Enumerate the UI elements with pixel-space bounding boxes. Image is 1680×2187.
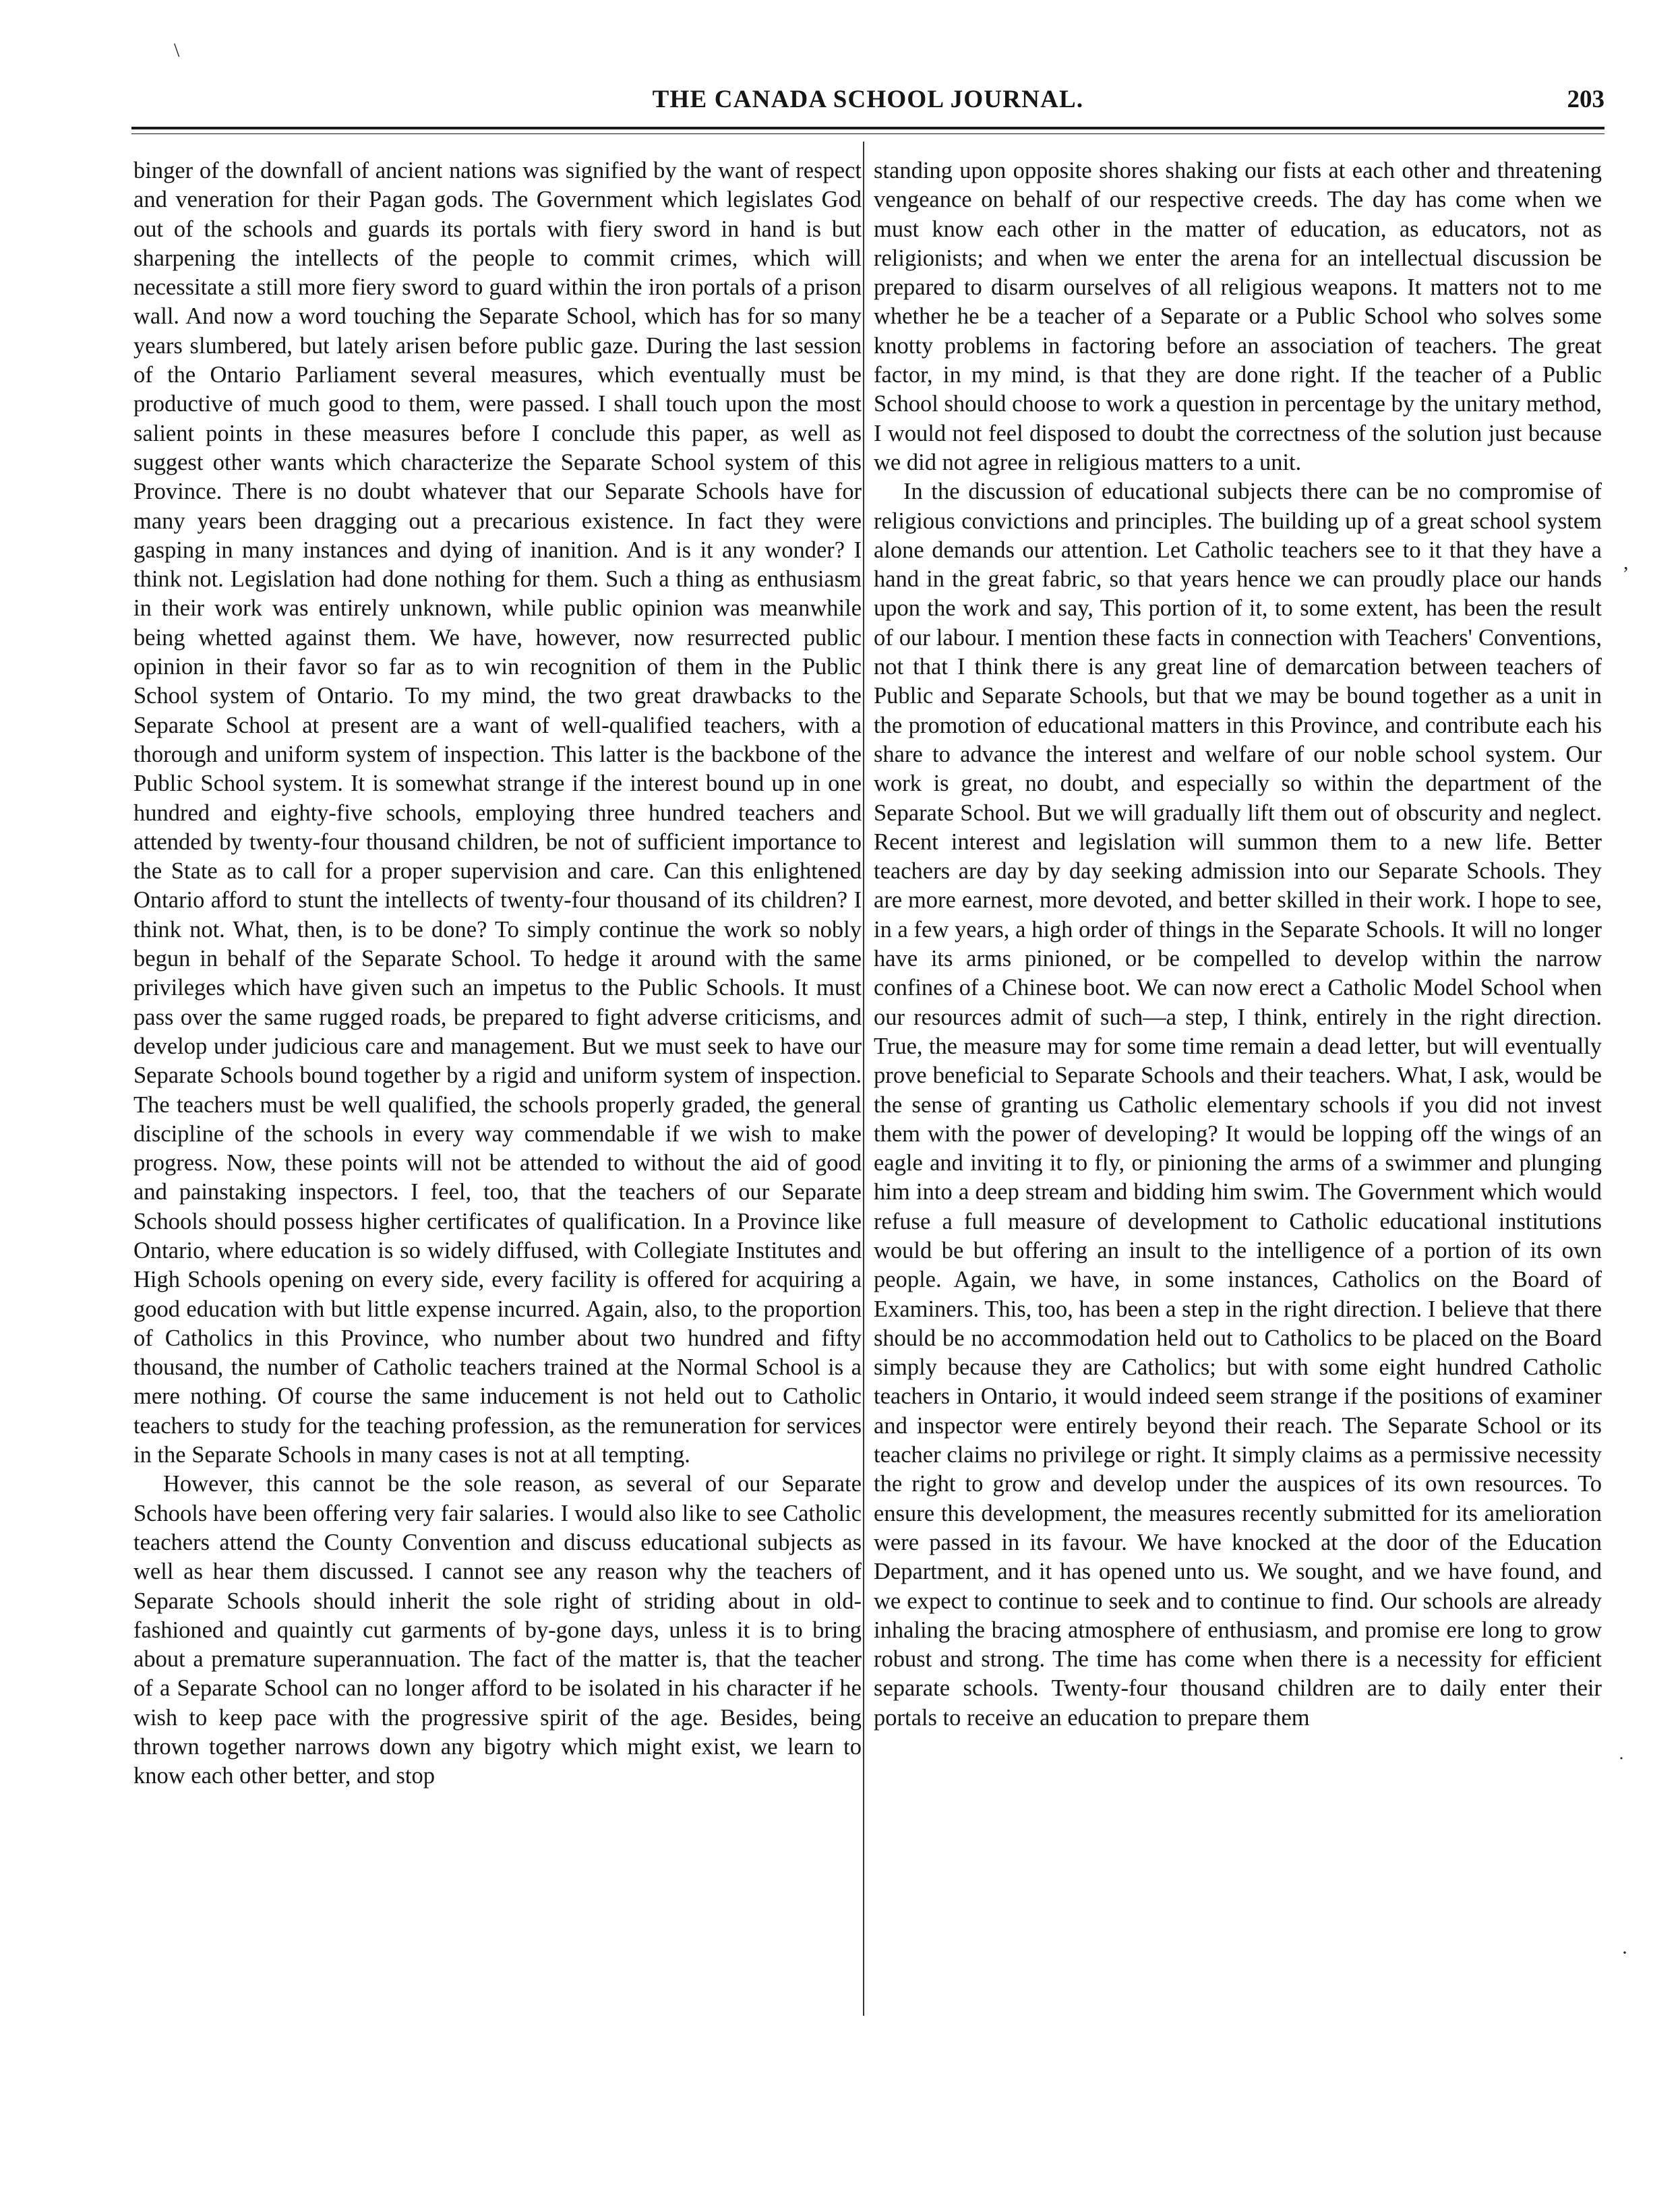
right-paragraph-1: standing upon opposite shores shaking our fists at each other and threatening vengeance on behalf of our respective creeds. The day has come when we must know each other in the matter of education, as educators, not as religionists; and when we enter the arena for an intellectual discussion be prepared to disarm ourselves of all religious weapons. It matters not to me whether he be a teacher of a Separate or a Public School who solves some knotty problems in factoring before an association of teachers. The great factor, in my mind, is that they are done right. If the teacher of a Public School should choose to work a question in percentage by the unitary method, I would not feel disposed to doubt the correctness of the solution just because we did not agree in religious matters to a unit. [874, 158, 1602, 475]
left-paragraph-1: binger of the downfall of ancient nations was signified by the want of respect and veneration for their Pagan gods. The Government which legislates God out of the schools and guards its portals with fiery sword in hand is but sharpening the intellects of the people to commit crimes, which will necessitate a still more fiery sword to guard within the iron portals of a prison wall. And now a word touching the Separate School, which has for so many years slumbered, but lately arisen before public gaze. During the last session of the Ontario Parliament several measures, which eventually must be productive of much good to them, were passed. I shall touch upon the most salient points in these measures before I conclude this paper, as well as suggest other wants which characterize the Separate School system of this Province. There is no doubt whatever that our Separate Schools have for many years been dragging out a precarious existence. In fact they were gasping in many instances and dying of inanition. And is it any wonder? I think not. Legislation had done nothing for them. Such a thing as enthusiasm in their work was entirely unknown, while public opinion was meanwhile being whetted against them. We have, however, now resurrected public opinion in their favor so far as to win recognition of them in the Public School system of Ontario. To my mind, the two great drawbacks to the Separate School at present are a want of well-qualified teachers, with a thorough and uniform system of inspection. This latter is the backbone of the Public School system. It is somewhat strange if the interest bound up in one hundred and eighty-five schools, employing three hundred teachers and attended by twenty-four thousand children, be not of sufficient importance to the State as to call for a proper supervision and care. Can this enlightened Ontario afford to stunt the intellects of twenty-four thousand of its children? I think not. What, then, is to be done? To simply continue the work so nobly begun in behalf of the Separate School. To hedge it around with the same privileges which have given such an impetus to the Public Schools. It must pass over the same rugged roads, be prepared to fight adverse criticisms, and develop under judicious care and management. But we must seek to have our Separate Schools bound together by a rigid and uniform system of inspection. The teachers must be well qualified, the schools properly graded, the general discipline of the schools in every way commendable if we wish to make progress. Now, these points will not be attended to without the aid of good and painstaking inspectors. I feel, too, that the teachers of our Separate Schools should possess higher certificates of qualification. In a Province like Ontario, where education is so widely diffused, with Collegiate Institutes and High Schools opening on every side, every facility is offered for acquiring a good education with but little expense incurred. Again, also, to the proportion of Catholics in this Province, who number about two hundred and fifty thousand, the number of Catholic teachers trained at the Normal School is a mere nothing. Of course the same inducement is not held out to Catholic teachers to study for the teaching profession, as the remuneration for services in the Separate Schools in many cases is not at all tempting. [133, 158, 862, 1468]
page-number: 203 [1567, 86, 1604, 113]
left-paragraph-2: However, this cannot be the sole reason, as several of our Separate Schools have been offering very fair salaries. I would also like to see Catholic teachers attend the County Convention and discuss educational subjects as well as hear them discussed. I cannot see any reason why the teachers of Separate Schools should inherit the sole right of striding about in old-fashioned and quaintly cut garments of by-gone days, unless it is to bring about a premature superannuation. The fact of the matter is, that the teacher of a Separate School can no longer afford to be isolated in his character if he wish to keep pace with the progressive spirit of the age. Besides, being thrown together narrows down any bigotry which might exist, we learn to know each other better, and stop [133, 1471, 862, 1789]
right-column [874, 156, 1602, 1733]
running-header [131, 85, 1604, 125]
print-speck: \ [174, 39, 180, 61]
header-rule-thin [131, 133, 1604, 134]
column-divider [863, 142, 864, 2016]
print-speck: · [1621, 1942, 1628, 1964]
print-speck: ˙ [1618, 1753, 1625, 1775]
header-rule-thick [131, 127, 1604, 129]
journal-title: THE CANADA SCHOOL JOURNAL. [652, 86, 1084, 113]
print-speck: , [1623, 551, 1629, 574]
right-paragraph-2: In the discussion of educational subjects there can be no compromise of religious convictions and principles. The building up of a great school system alone demands our attention. Let Catholic teachers see to it that they have a hand in the great fabric, so that years hence we can proudly place our hands upon the work and say, This portion of it, to some extent, has been the result of our labour. I mention these facts in connection with Teachers' Conventions, not that I think there is any great line of demarcation between teachers of Public and Separate Schools, but that we may be bound together as a unit in the promotion of educational matters in this Province, and contribute each his share to advance the interest and welfare of our noble school system. Our work is great, no doubt, and especially so within the department of the Separate School. But we will gradually lift them out of obscurity and neglect. Recent interest and legislation will summon them to a new life. Better teachers are day by day seeking admission into our Separate Schools. They are more earnest, more devoted, and better skilled in their work. I hope to see, in a few years, a high order of things in the Separate Schools. It will no longer have its arms pinioned, or be compelled to develop within the narrow confines of a Chinese boot. We can now erect a Catholic Model School when our resources admit of such—a step, I think, entirely in the right direction. True, the measure may for some time remain a dead letter, but will eventually prove beneficial to Separate Schools and their teachers. What, I ask, would be the sense of granting us Catholic elementary schools if you did not invest them with the power of developing? It would be lopping off the wings of an eagle and inviting it to fly, or pinioning the arms of a swimmer and plunging him into a deep stream and bidding him swim. The Government which would refuse a full measure of development to Catholic educational institutions would be but offering an insult to the intelligence of a portion of its own people. Again, we have, in some instances, Catholics on the Board of Examiners. This, too, has been a step in the right direction. I believe that there should be no accommodation held out to Catholics to be placed on the Board simply because they are Catholics; but with some eight hundred Catholic teachers in Ontario, it would indeed seem strange if the positions of examiner and inspector were entirely beyond their reach. The Separate School or its teacher claims no privilege or right. It simply claims as a permissive necessity the right to grow and develop under the auspices of its own resources. To ensure this development, the measures recently submitted for its amelioration were passed in its favour. We have knocked at the door of the Education Department, and it has opened unto us. We sought, and we have found, and we expect to continue to seek and to continue to find. Our schools are already inhaling the bracing atmosphere of enthusiasm, and promise ere long to grow robust and strong. The time has come when there is a necessity for efficient separate schools. Twenty-four thousand children are to daily enter their portals to receive an education to prepare them [874, 479, 1602, 1731]
left-column [133, 156, 862, 1791]
